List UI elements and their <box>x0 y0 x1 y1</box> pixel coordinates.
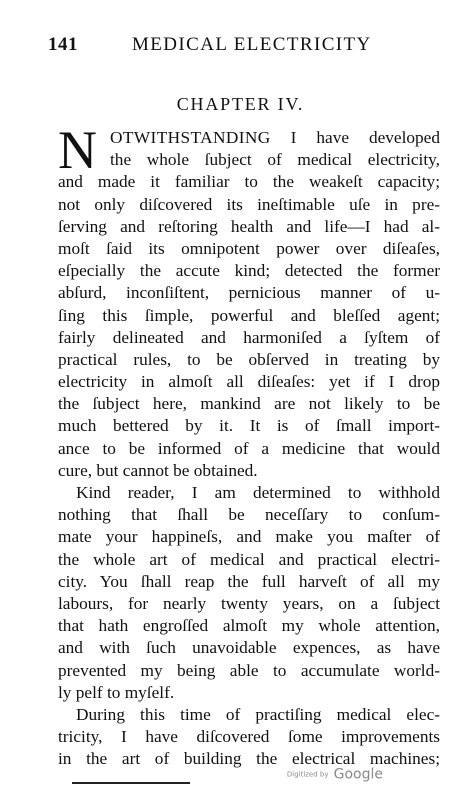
text-line: the whole ſubject of medical electricity, <box>110 150 440 170</box>
page-header <box>48 34 428 62</box>
text-line: nothing that ſhall be neceſſary to conſum- <box>58 505 440 525</box>
text-line: labours, for nearly twenty years, on a ſubject <box>58 593 440 613</box>
text-line: city. You ſhall reap the full harveſt of all my <box>58 571 440 591</box>
text-line: that hath engroſſed almoſt my whole attention, <box>58 616 440 636</box>
text-line: mate your happineſs, and make you maſter of <box>58 527 440 547</box>
text-line: not only diſcovered its ineſtimable uſe in pre- <box>58 194 440 214</box>
text-line: abſurd, inconſiſtent, pernicious manner of u- <box>58 283 440 303</box>
watermark-prefix: Digitized by <box>286 770 329 779</box>
line-1-tail: I have developed <box>270 128 440 147</box>
text-line: During this time of practiſing medical elec- <box>76 704 440 724</box>
body-text <box>58 120 440 770</box>
text-line: ſing this ſimple, powerful and bleſſed agent; <box>58 305 440 325</box>
text-line: the whole art of medical and practical electri- <box>58 549 440 569</box>
text-line: much bettered by it. It is of ſmall import- <box>58 416 440 436</box>
text-line: prevented my being able to accumulate world- <box>58 660 440 680</box>
text-line: the ſubject here, mankind are not likely to be <box>58 394 440 414</box>
footer-rule <box>72 782 190 784</box>
text-line: in the art of building the electrical machines; <box>58 749 440 769</box>
text-line: eſpecially the accute kind; detected the former <box>58 261 440 281</box>
text-line: fairly delineated and harmoniſed a ſyſtem of <box>58 327 440 347</box>
running-head: MEDICAL ELECTRICITY <box>132 34 372 55</box>
text-line: and made it familiar to the weakeſt capacity; <box>58 172 440 192</box>
dropcap-word-rest: OTWITHSTANDING <box>110 128 271 147</box>
text-line: tricity, I have diſcovered ſome improvements <box>58 727 440 747</box>
text-line: ly pelf to myſelf. <box>58 682 175 702</box>
text-line: ance to be informed of a medicine that would <box>58 438 440 458</box>
text-line: practical rules, to be obſerved in treating by <box>58 349 440 369</box>
watermark-brand: Google <box>333 766 383 783</box>
digitization-watermark <box>287 764 383 783</box>
text-line-1 <box>58 127 440 149</box>
text-line: moſt ſaid its omnipotent power over diſeaſes, <box>58 238 440 258</box>
page-number: 141 <box>48 34 78 55</box>
dropcap-letter: N <box>58 120 97 180</box>
text-line: electricity in almoſt all diſeaſes: yet if I drop <box>58 372 440 392</box>
text-line: ſerving and reſtoring health and life—I had al- <box>58 216 440 236</box>
text-line: and with ſuch unavoidable expences, as have <box>58 638 440 658</box>
text-line: Kind reader, I am determined to withhold <box>76 483 440 502</box>
chapter-title: CHAPTER IV. <box>176 94 305 114</box>
text-line: cure, but cannot be obtained. <box>58 460 258 480</box>
